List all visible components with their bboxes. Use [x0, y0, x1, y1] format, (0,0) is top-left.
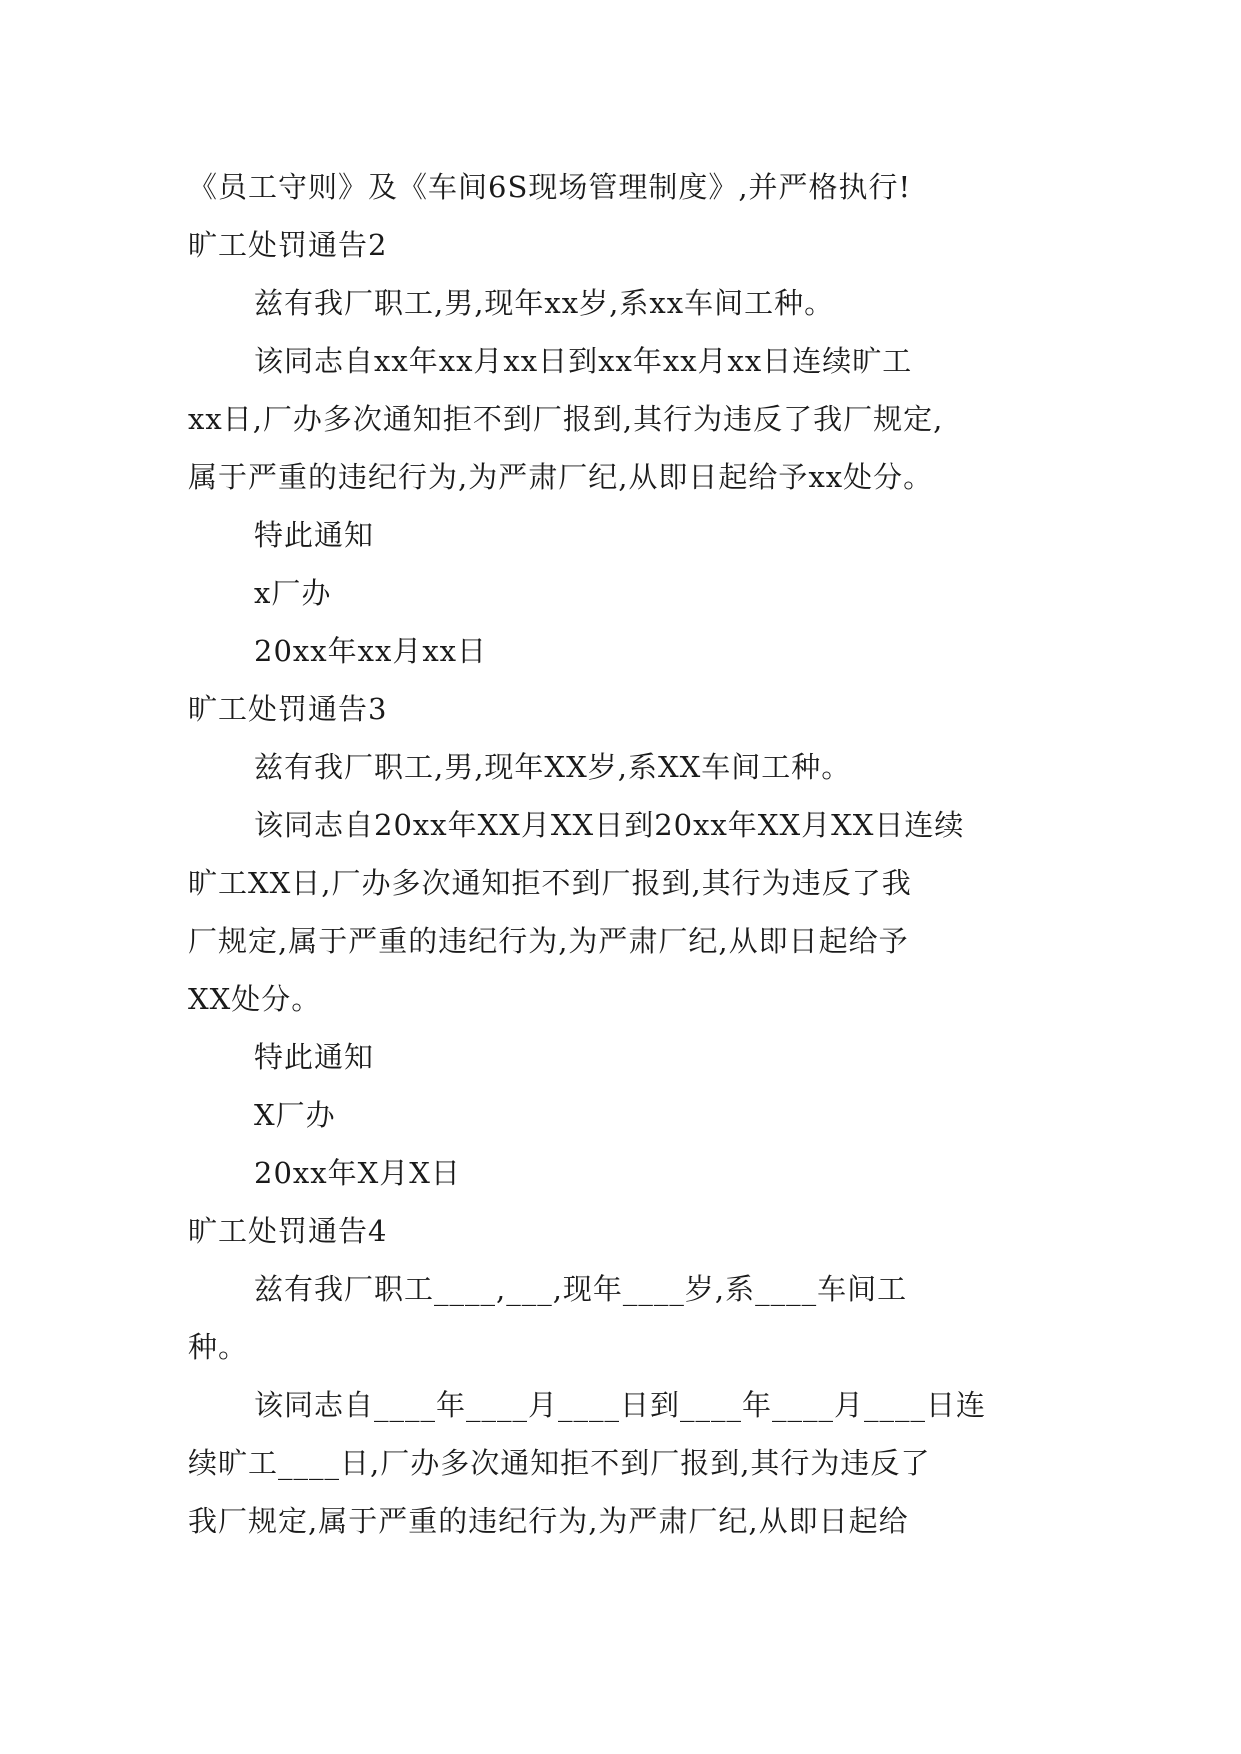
text-line: 该同志自____年____月____日到____年____月____日连: [254, 1388, 987, 1422]
text-line: 属于严重的违纪行为,为严肃厂纪,从即日起给予xx处分。: [188, 460, 934, 494]
signature-date: 20xx年xx月xx日: [254, 634, 488, 668]
text-line: 种。: [188, 1330, 249, 1364]
text-line: 兹有我厂职工____,___,现年____岁,系____车间工: [254, 1272, 908, 1306]
text-line: 该同志自xx年xx月xx日到xx年xx月xx日连续旷工: [254, 344, 913, 378]
text-line: XX处分。: [188, 982, 322, 1016]
text-line: 续旷工____日,厂办多次通知拒不到厂报到,其行为违反了: [188, 1446, 931, 1480]
signature-office: x厂办: [254, 576, 332, 610]
document-page: [188, 158, 1058, 1550]
section-title: 旷工处罚通告3: [188, 692, 388, 726]
text-line: xx日,厂办多次通知拒不到厂报到,其行为违反了我厂规定,: [188, 402, 944, 436]
section-title: 旷工处罚通告4: [188, 1214, 388, 1248]
text-line: 我厂规定,属于严重的违纪行为,为严肃厂纪,从即日起给: [188, 1504, 909, 1538]
text-line: 该同志自20xx年XX月XX日到20xx年XX月XX日连续: [254, 808, 965, 842]
text-line: 兹有我厂职工,男,现年XX岁,系XX车间工种。: [254, 750, 852, 784]
text-line: 厂规定,属于严重的违纪行为,为严肃厂纪,从即日起给予: [188, 924, 909, 958]
text-line: 旷工XX日,厂办多次通知拒不到厂报到,其行为违反了我: [188, 866, 912, 900]
text-line: 兹有我厂职工,男,现年xx岁,系xx车间工种。: [254, 286, 835, 320]
notice-line: 特此通知: [254, 518, 375, 552]
notice-line: 特此通知: [254, 1040, 375, 1074]
section-title: 旷工处罚通告2: [188, 228, 388, 262]
text-line: 《员工守则》及《车间6S现场管理制度》,并严格执行!: [188, 170, 912, 204]
signature-date: 20xx年X月X日: [254, 1156, 461, 1190]
signature-office: X厂办: [254, 1098, 336, 1132]
